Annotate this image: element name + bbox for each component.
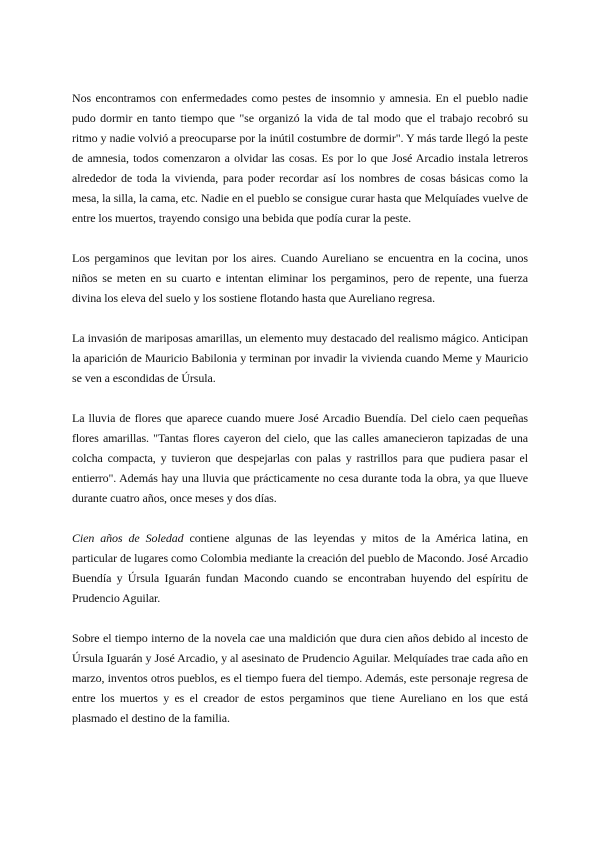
paragraph-legends: [72, 528, 528, 608]
paragraph-legends-text: contiene algunas de las leyendas y mitos de la América latina, en particular de lugares como Colombia mediante la creación del pueblo de Macondo. José Arcadio Buendía y Úrsula Iguarán fundan Macondo cuando se encontraban huyendo del espíritu de Prudencio Aguilar.: [72, 531, 528, 605]
paragraph-parchments: Los pergaminos que levitan por los aires. Cuando Aureliano se encuentra en la cocina, unos niños se meten en su cuarto e intentan eliminar los pergaminos, pero de repente, una fuerza divina los eleva del suelo y los sostiene flotando hasta que Aureliano regresa.: [72, 251, 528, 305]
book-title: Cien años de Soledad: [72, 531, 184, 545]
document-page: [72, 88, 528, 748]
paragraph-flower-rain: La lluvia de flores que aparece cuando muere José Arcadio Buendía. Del cielo caen pequeñas flores amarillas. "Tantas flores cayeron del cielo, que las calles amanecieron tapizadas de una colcha compacta, y tuvieron que despejarlas con palas y rastrillos para que pudiera pasar el entierro". Además hay una lluvia que prácticamente no cesa durante toda la obra, ya que llueve durante cuatro años, once meses y dos días.: [72, 411, 528, 505]
paragraph-diseases: Nos encontramos con enfermedades como pestes de insomnio y amnesia. En el pueblo nadie pudo dormir en tanto tiempo que "se organizó la vida de tal modo que el trabajo recobró su ritmo y nadie volvió a preocuparse por la inútil costumbre de dormir". Y más tarde llegó la peste de amnesia, todos comenzaron a olvidar las cosas. Es por lo que José Arcadio instala letreros alrededor de toda la vivienda, para poder recordar así los nombres de cosas básicas como la mesa, la silla, la cama, etc. Nadie en el pueblo se consigue curar hasta que Melquíades vuelve de entre los muertos, trayendo consigo una bebida que podía curar la peste.: [72, 91, 528, 225]
paragraph-internal-time: Sobre el tiempo interno de la novela cae una maldición que dura cien años debido al incesto de Úrsula Iguarán y José Arcadio, y al asesinato de Prudencio Aguilar. Melquíades trae cada año en marzo, inventos otros pueblos, es el tiempo fuera del tiempo. Además, este personaje regresa de entre los muertos y es el creador de estos pergaminos que tiene Aureliano en los que está plasmado el destino de la familia.: [72, 631, 528, 725]
paragraph-butterflies: La invasión de mariposas amarillas, un elemento muy destacado del realismo mágico. Anticipan la aparición de Mauricio Babilonia y terminan por invadir la vivienda cuando Meme y Mauricio se ven a escondidas de Úrsula.: [72, 331, 528, 385]
